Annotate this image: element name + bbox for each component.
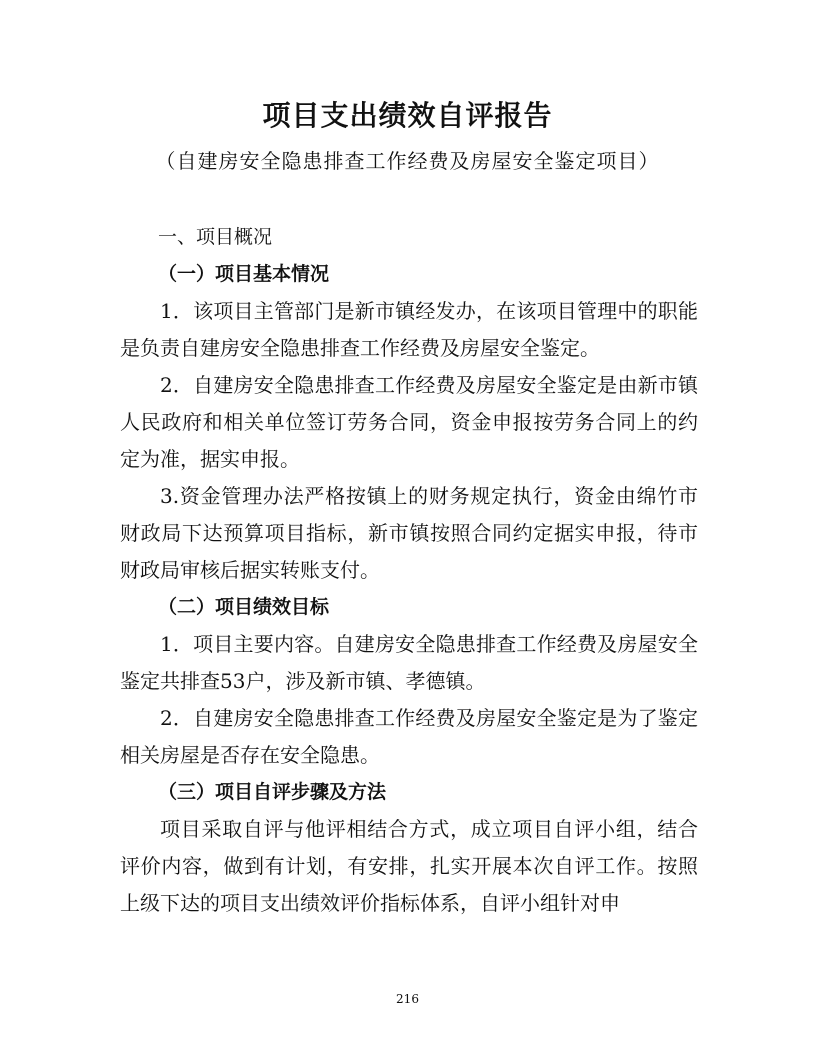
subsection-heading: （一）项目基本情况 bbox=[158, 263, 330, 285]
page-number: 216 bbox=[396, 992, 419, 1006]
paragraph: 3.资金管理办法严格按镇上的财务规定执行，资金由绵竹市财政局下达预算项目指标，新市镇按照合同约定据实申报，待市财政局审核后据实转账支付。 bbox=[120, 484, 698, 582]
document-subtitle: （自建房安全隐患排查工作经费及房屋安全鉴定项目） bbox=[155, 149, 660, 173]
paragraph: 1．该项目主管部门是新市镇经发办，在该项目管理中的职能是负责自建房安全隐患排查工作经费及房屋安全鉴定。 bbox=[120, 299, 698, 360]
document-title: 项目支出绩效自评报告 bbox=[262, 99, 553, 132]
paragraph: 2．自建房安全隐患排查工作经费及房屋安全鉴定是由新市镇人民政府和相关单位签订劳务合同，资金申报按劳务合同上的约定为准，据实申报。 bbox=[120, 373, 698, 471]
subsection-heading: （二）项目绩效目标 bbox=[158, 596, 330, 618]
subsection-heading: （三）项目自评步骤及方法 bbox=[158, 781, 387, 803]
paragraph: 1．项目主要内容。自建房安全隐患排查工作经费及房屋安全鉴定共排查53户，涉及新市镇、孝德镇。 bbox=[120, 632, 698, 693]
document-body bbox=[120, 219, 698, 922]
paragraph: 项目采取自评与他评相结合方式，成立项目自评小组，结合评价内容，做到有计划，有安排，扎实开展本次自评工作。按照上级下达的项目支出绩效评价指标体系，自评小组针对申 bbox=[120, 817, 698, 915]
paragraph: 2．自建房安全隐患排查工作经费及房屋安全鉴定是为了鉴定相关房屋是否存在安全隐患。 bbox=[120, 706, 698, 767]
section-heading: 一、项目概况 bbox=[158, 226, 273, 248]
